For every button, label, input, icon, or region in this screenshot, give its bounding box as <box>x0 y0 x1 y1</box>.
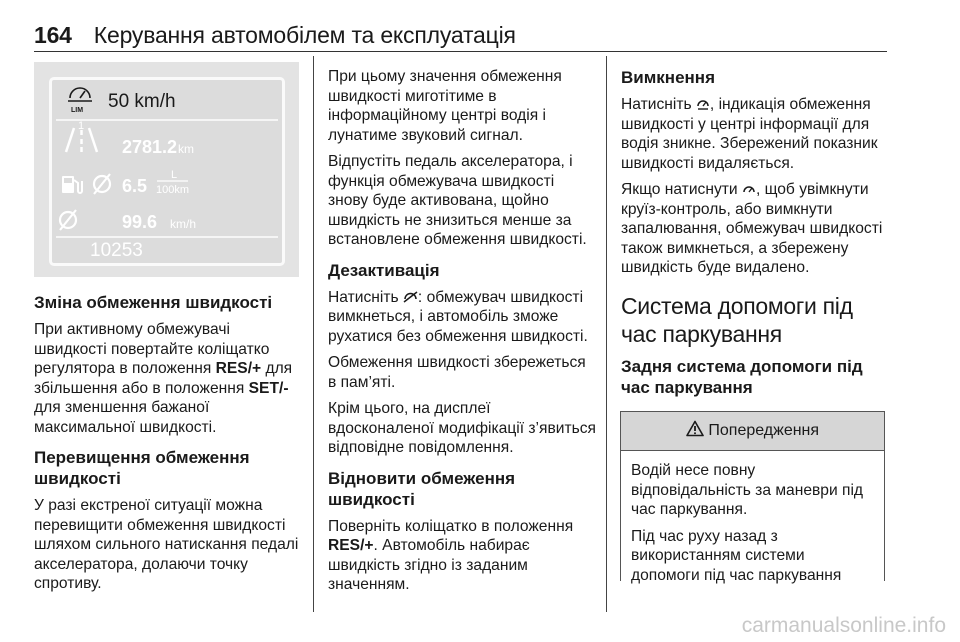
paragraph-display-message: Крім цього, на дисплеї вдосконаленої модифікації з’явиться відповідне повідомлення. <box>328 400 596 456</box>
warning-body <box>621 451 884 585</box>
heading-deactivation: Дезактивація <box>328 260 440 280</box>
section-title-parking: Система допомоги під час паркування <box>621 292 853 347</box>
warning-paragraph-1: Водій несе повну відповідальність за маневри під час паркування. <box>631 462 864 518</box>
warning-title: Попередження <box>708 422 820 439</box>
average-speed-value: 99.6 <box>122 212 158 232</box>
paragraph-change-limit: При активному обмежувачі швидкості повертайте коліщатко регулятора в положення RES/+ для збільшення або в положення SET/- для зменшення бажаної максимальної швидкості. <box>34 321 293 436</box>
average-icon <box>60 210 76 230</box>
warning-triangle-icon <box>686 420 704 437</box>
paragraph-release-pedal: Відпустіть педаль акселератора, і функція обмежувача швидкості знову буде активована, щойно швидкість не знизиться менше за встановлене обмеження швидкості. <box>328 153 587 248</box>
fuel-pump-icon <box>62 176 82 193</box>
total-odometer-value: 10253 <box>90 240 143 261</box>
trip-odometer-unit: km <box>178 142 194 156</box>
average-speed-unit: km/h <box>170 217 197 231</box>
empty-set-icon <box>94 174 110 194</box>
warning-box <box>620 411 885 584</box>
heading-switch-off: Вимкнення <box>621 68 715 87</box>
column-3 <box>621 67 889 405</box>
heading-change-limit: Зміна обмеження швидкості <box>34 293 273 312</box>
consumption-value: 6.5 <box>122 176 148 196</box>
column-divider-1 <box>313 56 314 612</box>
cruise-control-icon <box>742 182 756 196</box>
column-1 <box>34 292 302 601</box>
warning-paragraph-2: Під час руху назад з використанням системи допомоги під час паркування <box>631 527 842 584</box>
header-rule <box>34 51 887 52</box>
warning-header <box>621 412 884 451</box>
consumption-unit-top: L <box>171 169 178 181</box>
page-header <box>34 22 516 49</box>
column-divider-2 <box>606 56 607 612</box>
page-title: Керування автомобілем та експлуатація <box>93 22 516 48</box>
trip-odometer-value: 2781.2 <box>122 137 178 157</box>
gear-indicator: 1 <box>78 120 85 132</box>
dashboard-illustration <box>34 62 299 277</box>
consumption-unit-bottom: 100km <box>156 184 190 196</box>
speed-limit-value: 50 km/h <box>108 91 176 112</box>
speed-limiter-icon <box>68 88 92 101</box>
heading-exceed-limit: Перевищення обмеження швидкості <box>34 448 250 488</box>
heading-rear-parking: Задня система допомоги під час паркування <box>621 356 863 397</box>
paragraph-exceed-limit: У разі екстреної ситуації можна перевищити обмеження швидкості шляхом сильного натискання педалі акселератора, долаючи точку спротиву. <box>34 497 299 592</box>
display-frame <box>49 77 285 266</box>
paragraph-flashing: При цьому значення обмеження швидкості миготітиме в інформаційному центрі водія і лунатиме звуковий сигнал. <box>328 68 562 144</box>
paragraph-switch-off: Натисніть , індикація обмеження швидкості у центрі інформації для водія зникне. Збережений показник швидкості видаляється. <box>621 96 878 172</box>
page-number: 164 <box>34 22 72 48</box>
display-svg <box>52 80 282 263</box>
paragraph-cruise-control: Якщо натиснути , щоб увімкнути круїз-контроль, або вимкнути запалювання, обмежувач швидкості також вимкнеться, а збережену швидкість буде видалено. <box>621 181 883 276</box>
paragraph-resume: Поверніть коліщатко в положення RES/+. Автомобіль набирає швидкість згідно із заданим значенням. <box>328 517 574 593</box>
paragraph-memory: Обмеження швидкості збережеться в пам’яті. <box>328 354 586 391</box>
limiter-label: LIM <box>71 107 84 114</box>
heading-resume: Відновити обмеження швидкості <box>328 468 516 509</box>
watermark: carmanualsonline.info <box>741 614 946 637</box>
limiter-off-icon <box>403 290 418 304</box>
limiter-button-icon <box>696 97 710 111</box>
column-2 <box>328 67 598 602</box>
paragraph-deactivation: Натисніть : обмежувач швидкості вимкнеться, і автомобіль зможе рухатися без обмеження швидкості. <box>328 288 588 345</box>
